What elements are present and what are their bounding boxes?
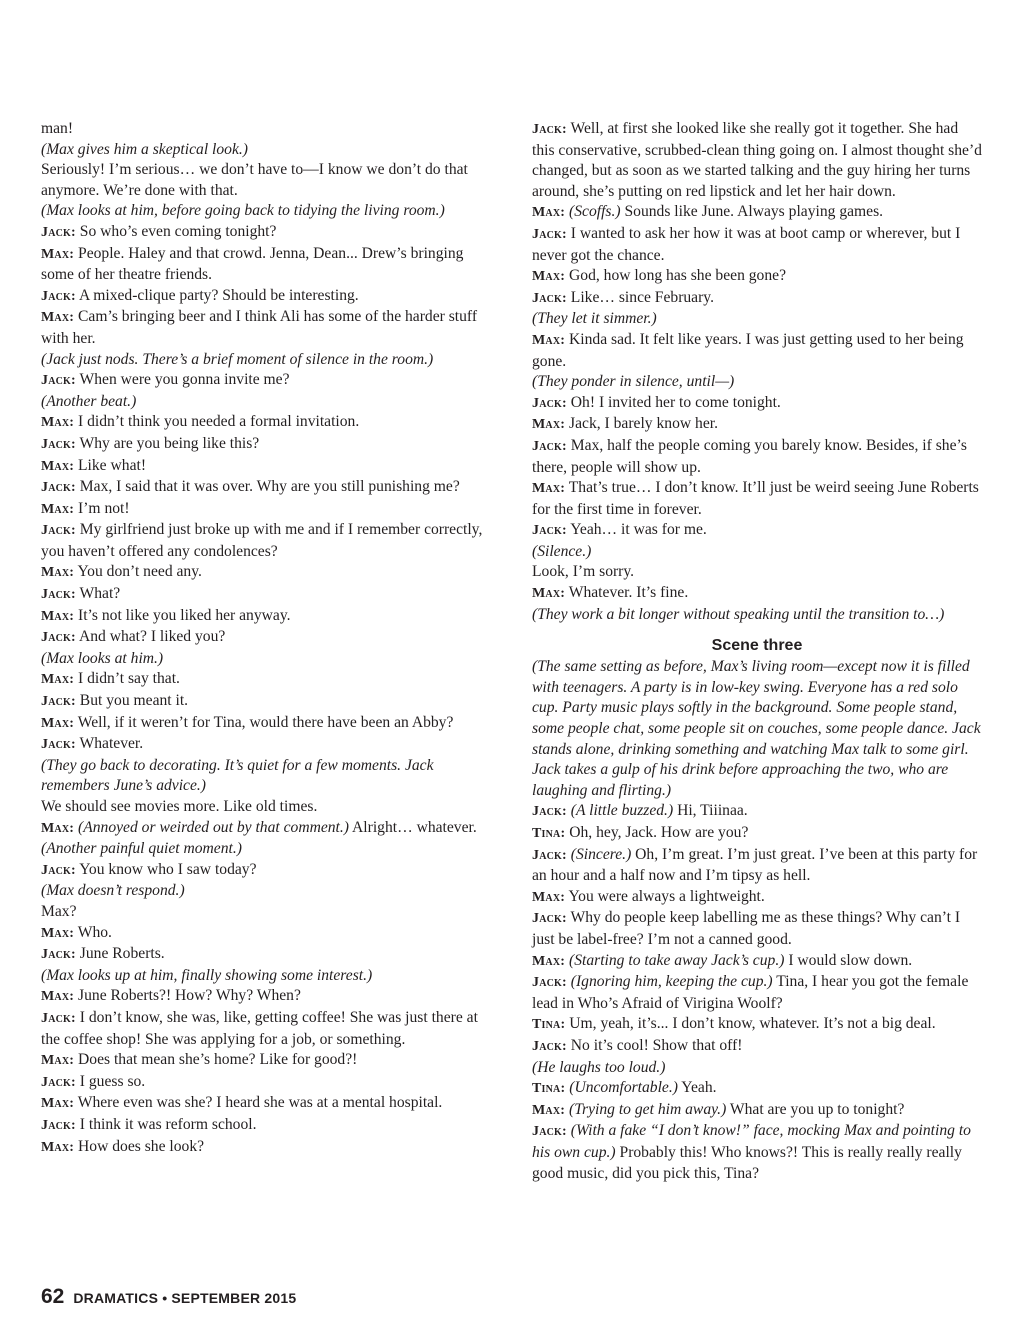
speaker-name: Jack: xyxy=(532,290,567,306)
speaker-name: Max: xyxy=(41,672,75,688)
dialogue-line xyxy=(41,562,487,584)
dialogue-line xyxy=(532,583,982,605)
dialogue-line xyxy=(41,669,487,691)
dialogue-line xyxy=(41,370,487,392)
dialogue-text: Whatever. xyxy=(79,735,144,753)
dialogue-line xyxy=(41,944,487,966)
dialogue-text: I would slow down. xyxy=(788,951,913,969)
inline-stage-direction: (Uncomfortable.) xyxy=(569,1079,678,1097)
dialogue-line xyxy=(41,1093,487,1115)
dialogue-line xyxy=(532,1036,982,1058)
speaker-name: Tina: xyxy=(532,1081,566,1097)
dialogue-line xyxy=(532,202,982,224)
dialogue-line xyxy=(532,823,982,845)
speaker-name: Jack: xyxy=(41,694,76,710)
dialogue-text: Probably this! Who knows?! This is really really really good music, did you pick this, Tina? xyxy=(532,1143,962,1182)
speaker-name: Max: xyxy=(41,565,75,581)
speaker-name: Max: xyxy=(532,481,566,497)
speaker-name: Max: xyxy=(532,205,566,221)
speaker-name: Max: xyxy=(532,1102,566,1118)
speaker-name: Jack: xyxy=(41,1074,76,1090)
dialogue-text: You don’t need any. xyxy=(77,563,202,581)
speaker-name: Jack: xyxy=(41,373,76,389)
dialogue-text: Oh, hey, Jack. How are you? xyxy=(569,824,749,841)
dialogue-line xyxy=(41,691,487,713)
inline-stage-direction: (Scoffs.) xyxy=(569,203,621,221)
left-column xyxy=(41,119,487,1158)
speaker-name: Max: xyxy=(532,332,566,348)
inline-stage-direction: (Starting to take away Jack’s cup.) xyxy=(569,951,785,969)
dialogue-line xyxy=(41,499,487,521)
dialogue-line xyxy=(532,887,982,909)
dialogue-line xyxy=(532,478,982,520)
dialogue-line xyxy=(41,986,487,1008)
dialogue-text: Well, at first she looked like she really got it together. She had this conservative, scrubbed-clean thing going on. I almost thought she’d changed, but as soon as we started talking and the guy hiring her turns around, she’s putting on red lipstick and let her hair down. xyxy=(532,120,982,200)
stage-direction: (They let it simmer.) xyxy=(532,310,657,328)
dialogue-text: But you meant it. xyxy=(79,692,189,710)
right-column xyxy=(532,119,982,1184)
dialogue-text: June Roberts. xyxy=(79,945,165,963)
speaker-name: Max: xyxy=(532,269,566,285)
speaker-name: Jack: xyxy=(41,947,76,963)
dialogue-line xyxy=(41,606,487,628)
speaker-name: Jack: xyxy=(41,1010,76,1026)
dialogue-line xyxy=(532,908,982,950)
stage-direction: (They go back to decorating. It’s quiet for a few moments. Jack remembers June’s advice.) xyxy=(41,756,434,795)
dialogue-line xyxy=(532,224,982,266)
dialogue-text: I think it was reform school. xyxy=(79,1115,257,1133)
speaker-name: Tina: xyxy=(532,826,566,841)
dialogue-line xyxy=(41,477,487,499)
dialogue-text: Why do people keep labelling me as these things? Why can’t I just be label-free? I’m not a canned good. xyxy=(532,909,961,948)
dialogue-line xyxy=(41,1008,487,1050)
inline-stage-direction: (A little buzzed.) xyxy=(570,802,674,820)
inline-stage-direction: (With a fake “I don’t know!” face, mocking Max and pointing to his own cup.) xyxy=(532,1122,971,1161)
dialogue-line xyxy=(532,801,982,823)
dialogue-text: Whatever. It’s fine. xyxy=(568,584,689,602)
dialogue-line xyxy=(532,845,982,887)
speaker-name: Max: xyxy=(41,1139,75,1155)
scene-heading: Scene three xyxy=(711,637,803,655)
dialogue-continuation: Max? xyxy=(41,902,77,920)
dialogue-continuation: We should see movies more. Like old times. xyxy=(41,798,318,815)
dialogue-text: Who. xyxy=(77,923,112,941)
speaker-name: Jack: xyxy=(532,523,567,539)
speaker-name: Jack: xyxy=(41,523,76,539)
speaker-name: Jack: xyxy=(41,480,76,496)
dialogue-text: My girlfriend just broke up with me and if I remember correctly, you haven’t offered any condolences? xyxy=(41,521,483,560)
speaker-name: Jack: xyxy=(41,587,76,603)
stage-direction: (Another painful quiet moment.) xyxy=(41,840,242,858)
dialogue-text: It’s not like you liked her anyway. xyxy=(78,606,291,624)
dialogue-text: I don’t know, she was, like, getting coffee! She was just there at the coffee shop! She was applying for a job, or something. xyxy=(41,1008,478,1048)
speaker-name: Max: xyxy=(41,310,75,326)
speaker-name: Jack: xyxy=(41,737,76,753)
speaker-name: Jack: xyxy=(532,438,567,454)
stage-direction: (They work a bit longer without speaking until the transition to…) xyxy=(532,605,945,623)
inline-stage-direction: (Trying to get him away.) xyxy=(569,1100,727,1118)
speaker-name: Jack: xyxy=(41,436,76,452)
dialogue-text: Tina, I hear you got the female lead in Who’s Afraid of Virigina Woolf? xyxy=(532,973,969,1012)
dialogue-line xyxy=(41,584,487,606)
page-number: 62 xyxy=(41,1285,65,1308)
dialogue-text: Why are you being like this? xyxy=(79,434,260,452)
dialogue-line xyxy=(41,860,487,882)
stage-direction: (Silence.) xyxy=(532,542,592,560)
dialogue-line xyxy=(41,1115,487,1137)
dialogue-line xyxy=(41,1072,487,1094)
speaker-name: Max: xyxy=(41,246,75,262)
dialogue-line xyxy=(532,1121,982,1184)
speaker-name: Max: xyxy=(532,417,566,433)
speaker-name: Max: xyxy=(532,953,566,969)
dialogue-text: Does that mean she’s home? Like for good?! xyxy=(78,1051,358,1069)
dialogue-text: Oh! I invited her to come tonight. xyxy=(570,393,781,411)
dialogue-line xyxy=(41,412,487,434)
dialogue-text: Alright… whatever. xyxy=(352,818,477,836)
dialogue-text: How does she look? xyxy=(78,1137,205,1155)
dialogue-line xyxy=(41,627,487,649)
dialogue-text: Yeah… it was for me. xyxy=(570,521,707,539)
dialogue-text: Max, I said that it was over. Why are you still punishing me? xyxy=(79,478,460,496)
speaker-name: Max: xyxy=(41,1053,75,1069)
dialogue-text: Sounds like June. Always playing games. xyxy=(624,203,884,221)
dialogue-line xyxy=(41,923,487,945)
dialogue-text: God, how long has she been gone? xyxy=(569,267,786,285)
speaker-name: Jack: xyxy=(41,288,76,304)
dialogue-line xyxy=(532,1014,982,1036)
stage-direction: (Jack just nods. There’s a brief moment of silence in the room.) xyxy=(41,350,434,368)
dialogue-line xyxy=(532,414,982,436)
dialogue-text: I didn’t think you needed a formal invitation. xyxy=(78,413,360,431)
speaker-name: Jack: xyxy=(532,847,567,863)
speaker-name: Max: xyxy=(41,608,75,624)
stage-direction: (Max looks at him.) xyxy=(41,649,164,667)
stage-direction: (Max looks up at him, finally showing some interest.) xyxy=(41,966,373,984)
stage-direction: (He laughs too loud.) xyxy=(532,1058,666,1076)
dialogue-line xyxy=(41,456,487,478)
dialogue-line xyxy=(41,818,487,840)
dialogue-continuation: Look, I’m sorry. xyxy=(532,563,635,581)
dialogue-text: And what? I liked you? xyxy=(78,628,226,646)
speaker-name: Max: xyxy=(532,586,566,602)
speaker-name: Jack: xyxy=(532,1124,567,1140)
dialogue-line xyxy=(532,1100,982,1122)
speaker-name: Max: xyxy=(41,925,75,941)
speaker-name: Max: xyxy=(41,415,75,431)
speaker-name: Max: xyxy=(41,1096,75,1112)
speaker-name: Max: xyxy=(41,501,75,517)
dialogue-text: I wanted to ask her how it was at boot camp or wherever, but I never got the chance. xyxy=(532,224,961,264)
dialogue-line xyxy=(41,713,487,735)
dialogue-line xyxy=(532,520,982,542)
dialogue-text: Kinda sad. It felt like years. I was just getting used to her being gone. xyxy=(532,330,964,370)
stage-direction: (Max doesn’t respond.) xyxy=(41,882,185,900)
dialogue-line xyxy=(532,119,982,202)
dialogue-line xyxy=(532,266,982,288)
dialogue-continuation: man! xyxy=(41,120,74,137)
dialogue-line xyxy=(41,222,487,244)
stage-direction: (Max looks at him, before going back to tidying the living room.) xyxy=(41,202,445,220)
dialogue-line xyxy=(532,393,982,415)
dialogue-line xyxy=(532,330,982,372)
speaker-name: Jack: xyxy=(532,975,567,991)
speaker-name: Jack: xyxy=(532,804,567,820)
dialogue-text: Cam’s bringing beer and I think Ali has some of the harder stuff with her. xyxy=(41,308,478,347)
dialogue-text: Yeah. xyxy=(681,1079,717,1097)
dialogue-line xyxy=(41,434,487,456)
page-footer xyxy=(41,1285,296,1309)
dialogue-text: You were always a lightweight. xyxy=(568,887,765,905)
dialogue-line xyxy=(532,288,982,310)
dialogue-line xyxy=(532,436,982,478)
speaker-name: Max: xyxy=(41,820,75,836)
dialogue-continuation: Seriously! I’m serious… we don’t have to—I know we don’t do that anymore. We’re done with that. xyxy=(41,161,468,199)
dialogue-text: Oh, I’m great. I’m just great. I’ve been at this party for an hour and a half now and I’m tipsy as hell. xyxy=(532,845,978,885)
stage-direction: (The same setting as before, Max’s living room—except now it is filled with teenagers. A party is in low-key swing. Everyone has a red solo cup. Party music plays softly in the background. Some people stand, some people chat, some people sit on couches, some people dance. Jack stands alone, drinking something and watching Max talk to some girl. Jack takes a gulp of his drink before approaching the two, who are laughing and flirting.) xyxy=(532,658,981,799)
speaker-name: Max: xyxy=(41,989,75,1005)
dialogue-text: I’m not! xyxy=(78,499,130,517)
speaker-name: Jack: xyxy=(532,226,567,242)
stage-direction: (Max gives him a skeptical look.) xyxy=(41,140,248,158)
speaker-name: Jack: xyxy=(41,1117,76,1133)
dialogue-text: Jack, I barely know her. xyxy=(569,415,718,433)
stage-direction: (They ponder in silence, until—) xyxy=(532,373,735,391)
dialogue-line xyxy=(41,307,487,349)
dialogue-text: June Roberts?! How? Why? When? xyxy=(78,987,301,1005)
dialogue-text: Like… since February. xyxy=(570,288,714,306)
dialogue-text: A mixed-clique party? Should be interesting. xyxy=(78,286,359,304)
speaker-name: Tina: xyxy=(532,1017,566,1033)
speaker-name: Max: xyxy=(41,458,75,474)
dialogue-text: What? xyxy=(79,585,121,603)
dialogue-text: When were you gonna invite me? xyxy=(79,371,290,389)
dialogue-text: That’s true… I don’t know. It’ll just be weird seeing June Roberts for the first time in forever. xyxy=(532,479,979,518)
speaker-name: Max: xyxy=(532,889,566,905)
dialogue-line xyxy=(41,520,487,562)
speaker-name: Jack: xyxy=(532,122,567,137)
dialogue-line xyxy=(532,951,982,973)
inline-stage-direction: (Annoyed or weirded out by that comment.) xyxy=(78,818,349,836)
dialogue-text: Where even was she? I heard she was at a mental hospital. xyxy=(77,1094,443,1112)
dialogue-text: I didn’t say that. xyxy=(78,670,180,688)
dialogue-text: Like what! xyxy=(78,456,147,474)
speaker-name: Jack: xyxy=(41,862,76,878)
dialogue-text: No it’s cool! Show that off! xyxy=(570,1036,743,1054)
dialogue-line xyxy=(41,1050,487,1072)
speaker-name: Jack: xyxy=(532,1038,567,1054)
dialogue-text: Hi, Tiiinaa. xyxy=(677,802,748,820)
magazine-issue: DRAMATICS • SEPTEMBER 2015 xyxy=(73,1290,297,1306)
dialogue-text: I guess so. xyxy=(79,1072,146,1090)
dialogue-text: Well, if it weren’t for Tina, would there have been an Abby? xyxy=(77,713,454,731)
dialogue-text: What are you up to tonight? xyxy=(729,1100,905,1118)
speaker-name: Max: xyxy=(41,715,75,731)
dialogue-text: Max, half the people coming you barely know. Besides, if she’s there, people will show up. xyxy=(532,436,967,476)
inline-stage-direction: (Ignoring him, keeping the cup.) xyxy=(570,973,773,991)
dialogue-line xyxy=(532,972,982,1014)
dialogue-text: Um, yeah, it’s... I don’t know, whatever. It’s not a big deal. xyxy=(569,1015,936,1033)
dialogue-text: You know who I saw today? xyxy=(79,860,257,878)
dialogue-line xyxy=(532,1078,982,1100)
speaker-name: Jack: xyxy=(532,911,567,927)
speaker-name: Jack: xyxy=(41,630,76,646)
inline-stage-direction: (Sincere.) xyxy=(570,845,632,863)
dialogue-line xyxy=(41,1137,487,1159)
speaker-name: Jack: xyxy=(41,224,76,240)
dialogue-text: So who’s even coming tonight? xyxy=(79,222,277,240)
dialogue-line xyxy=(41,734,487,756)
stage-direction: (Another beat.) xyxy=(41,392,137,410)
speaker-name: Jack: xyxy=(532,395,567,411)
dialogue-line xyxy=(41,286,487,308)
dialogue-line xyxy=(41,244,487,286)
dialogue-text: People. Haley and that crowd. Jenna, Dean... Drew’s bringing some of her theatre friends. xyxy=(41,244,464,284)
